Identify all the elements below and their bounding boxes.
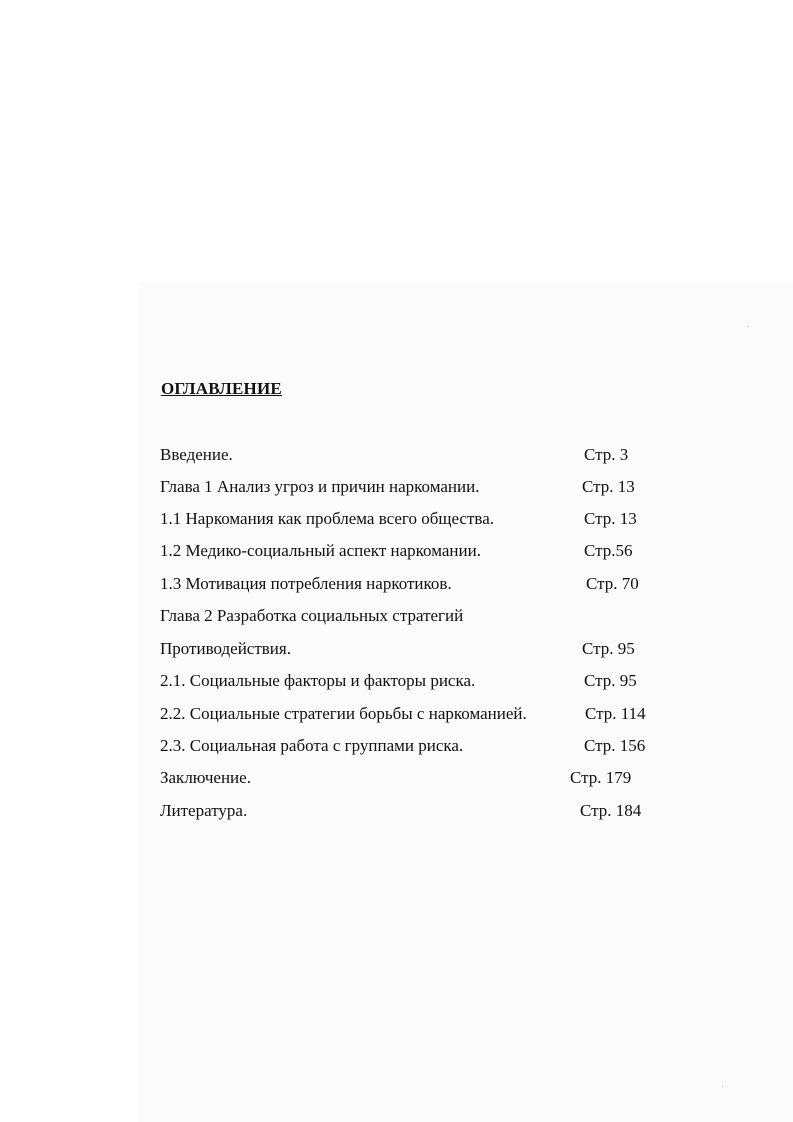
scan-speck (747, 326, 748, 327)
toc-entry (0, 637, 793, 661)
toc-entry (0, 604, 793, 628)
toc-entry (0, 475, 793, 499)
toc-entry (0, 766, 793, 790)
page-title: ОГЛАВЛЕНИЕ (161, 379, 282, 398)
toc-entry-title: Глава 2 Разработка социальных стратегий (160, 606, 464, 625)
toc-entry-title: Заключение. (160, 768, 251, 787)
toc-entry-title: 1.1 Наркомания как проблема всего общества. (160, 509, 494, 528)
toc-entry (0, 507, 793, 531)
toc-entry-page: Стр. 95 (584, 671, 637, 690)
toc-entry (0, 539, 793, 563)
toc-entry-title: Глава 1 Анализ угроз и причин наркомании. (160, 477, 480, 496)
toc-entry-title: Литература. (160, 801, 248, 820)
toc-entry-page: Стр. 114 (585, 704, 646, 723)
toc-entry-page: Стр.56 (584, 541, 633, 560)
toc-entry-title: Введение. (160, 445, 233, 464)
toc-entry-title: 2.2. Социальные стратегии борьбы с наркоманией. (160, 704, 527, 723)
toc-entry-page: Стр. 13 (584, 509, 637, 528)
toc-entry (0, 443, 793, 467)
toc-entry-page: Стр. 184 (580, 801, 642, 820)
toc-entry-page: Стр. 13 (582, 477, 635, 496)
toc-entry-title: Противодействия. (160, 639, 291, 658)
toc-entry-page: Стр. 70 (586, 574, 639, 593)
toc-entry (0, 669, 793, 693)
toc-entry-page: Стр. 3 (584, 445, 629, 464)
toc-entry-title: 1.2 Медико-социальный аспект наркомании. (160, 541, 481, 560)
toc-entry-page: Стр. 179 (570, 768, 632, 787)
toc-entry-title: 2.1. Социальные факторы и факторы риска. (160, 671, 476, 690)
scan-speck (722, 1086, 723, 1087)
toc-entry-title: 1.3 Мотивация потребления наркотиков. (160, 574, 452, 593)
toc-entry (0, 734, 793, 758)
toc-entry (0, 702, 793, 726)
toc-entry (0, 572, 793, 596)
toc-entry-title: 2.3. Социальная работа с группами риска. (160, 736, 464, 755)
toc-entry-page: Стр. 95 (582, 639, 635, 658)
toc-entry-page: Стр. 156 (584, 736, 646, 755)
toc-entry (0, 799, 793, 823)
